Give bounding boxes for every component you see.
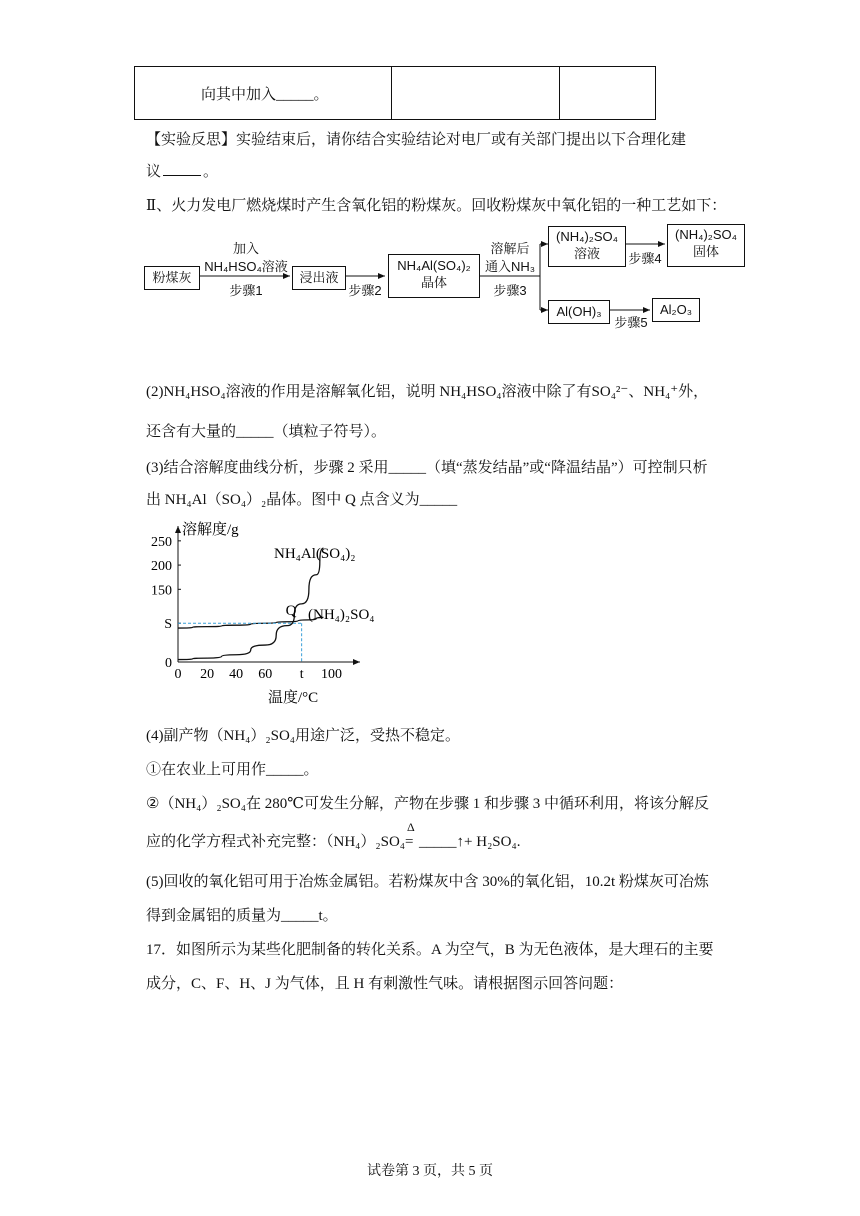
y-tick-label: 150	[151, 583, 172, 599]
x-tick-label: 40	[229, 667, 244, 682]
table-cell-phenomenon	[391, 67, 560, 119]
page-footer: 试卷第 3 页，共 5 页	[367, 1164, 493, 1179]
x-axis-label: 温度/°C	[268, 690, 319, 706]
label-add: 加入	[232, 241, 259, 256]
q2-line2: 还含有大量的_____（填粒子符号）。	[146, 424, 387, 440]
node-aluminum-hydroxide: Al(OH)₃	[548, 300, 610, 324]
heating-equals-sign: Δ =	[405, 820, 415, 850]
q17-line2: 成分，C、F、H、J 为气体，且 H 有刺激性气味。请根据图示回答问题：	[146, 976, 624, 992]
x-tick-label: 20	[200, 667, 215, 682]
node-alumina: Al₂O₃	[652, 298, 700, 322]
label-step4: 步骤4	[628, 251, 662, 266]
y-tick-label: S	[164, 617, 172, 633]
label-ammonia: 通入NH₃	[484, 259, 536, 274]
node-ammonium-sulfate-solid: (NH₄)₂SO₄ 固体	[667, 224, 745, 267]
label-step5: 步骤5	[614, 315, 648, 330]
q5-line1: (5)回收的氧化铝可用于冶炼金属铝。若粉煤灰中含 30%的氧化铝，10.2t 粉煤灰可冶炼	[146, 874, 709, 890]
x-tick-label: 100	[320, 667, 342, 682]
reflection-line2: 议 。	[146, 164, 219, 180]
series-line-0	[178, 548, 323, 659]
node-ammonium-sulfate-solution: (NH₄)₂SO₄ 溶液	[548, 226, 626, 267]
label-reagent: NH₄HSO₄溶液	[204, 259, 288, 274]
node-fly-ash: 粉煤灰	[144, 266, 200, 290]
label-step3: 步骤3	[493, 283, 527, 298]
y-axis-arrow	[175, 526, 181, 533]
y-axis-label: 溶解度/g	[182, 522, 239, 538]
x-axis-arrow	[353, 659, 360, 665]
process-flowchart	[130, 218, 790, 338]
q4-line2: ①在农业上可用作_____。	[146, 762, 319, 778]
node-alum-crystal: NH₄Al(SO₄)₂ 晶体	[388, 254, 480, 298]
y-tick-label: 250	[151, 534, 172, 550]
q5-line2: 得到金属铝的质量为_____t。	[146, 908, 338, 924]
solubility-chart-svg	[140, 520, 400, 710]
q2-line1: (2)NH₄HSO₄溶液的作用是溶解氧化铝，说明 NH₄HSO₄溶液中除了有SO₄²⁻、NH₄⁺外，	[146, 384, 709, 400]
q3-line2: 出 NH₄Al（SO₄）₂晶体。图中 Q 点含义为_____	[146, 492, 458, 508]
q4-line3: ②（NH₄）₂SO₄在 280℃可发生分解，产物在步骤 1 和步骤 3 中循环利用，将该分解反	[146, 796, 710, 812]
label-step2: 步骤2	[348, 283, 382, 298]
q-point-label: Q	[285, 603, 297, 620]
label-step1: 步骤1	[229, 283, 263, 298]
q3-line1: (3)结合溶解度曲线分析，步骤 2 采用_____（填“蒸发结晶”或“降温结晶”）可控制只析	[146, 460, 708, 476]
ammonium-ion: NH₄⁺	[643, 384, 679, 400]
q4-line1: (4)副产物（NH₄）₂SO₄用途广泛，受热不稳定。	[146, 728, 461, 744]
reflection-line1: 【实验反思】实验结束后，请你结合实验结论对电厂或有关部门提出以下合理化建	[146, 132, 687, 148]
answer-table	[134, 66, 656, 120]
q4-line4: 应的化学方程式补充完整：（NH₄）₂SO₄ Δ = _____↑+ H₂SO₄.	[146, 820, 521, 850]
x-tick-label: 60	[258, 667, 273, 682]
answer-blank[interactable]	[163, 163, 201, 176]
y-tick-label: 0	[165, 656, 172, 671]
series-label-ammonium-sulfate: (NH₄)₂SO₄	[308, 607, 375, 623]
sulfate-ion: SO₄²⁻	[591, 384, 629, 400]
q17-line1: 17．如图所示为某些化肥制备的转化关系。A 为空气，B 为无色液体，是大理石的主要	[146, 942, 714, 958]
x-tick-label: t	[299, 667, 304, 682]
y-tick-label: 200	[151, 559, 172, 575]
table-row-text: 向其中加入_____。	[201, 87, 329, 103]
series-label-alum: NH₄Al(SO₄)₂	[274, 546, 356, 562]
node-leachate: 浸出液	[292, 266, 346, 290]
x-tick-label: 0	[174, 667, 182, 682]
label-dissolve: 溶解后	[490, 241, 530, 256]
solubility-chart	[140, 520, 400, 710]
process-intro: Ⅱ、火力发电厂燃烧煤时产生含氧化铝的粉煤灰。回收粉煤灰中氧化铝的一种工艺如下：	[146, 198, 727, 214]
